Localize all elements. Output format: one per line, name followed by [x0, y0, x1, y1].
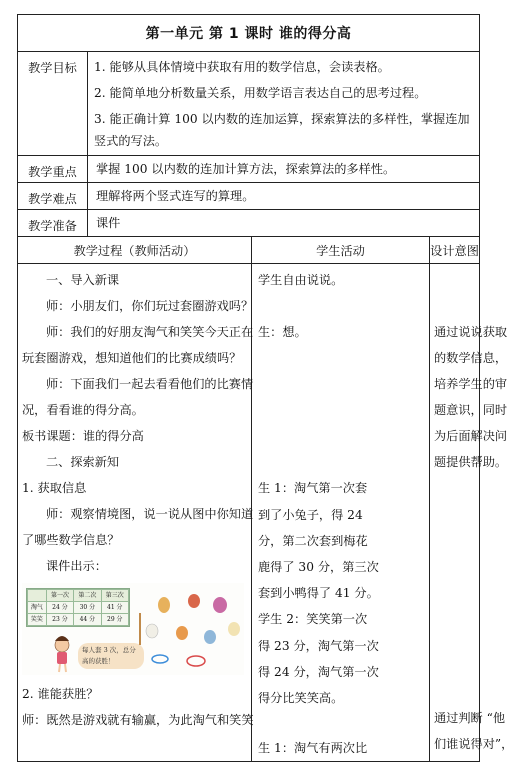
design-line: 题提供帮助。 [434, 455, 508, 469]
score-header-cell [28, 590, 47, 602]
score-header-cell: 第一次 [46, 590, 73, 602]
ring-toss-illustration [22, 583, 244, 675]
lesson-plan-table [17, 14, 513, 762]
student-line: 鹿得了 30 分，第三次 [258, 560, 379, 575]
preparation-text: 课件 [88, 210, 480, 237]
process-line: 况，看看谁的得分高。 [22, 403, 144, 417]
preparation-label: 教学准备 [18, 210, 88, 237]
child-figure [55, 636, 69, 672]
key-point-text: 掌握 100 以内数的连加计算方法，探索算法的多样性。 [88, 156, 480, 183]
student-line: 得分比笑笑高。 [258, 691, 344, 706]
lesson-plan-page [17, 14, 513, 756]
process-line: 一、导入新课 [46, 273, 120, 287]
student-line: 套到小鸭得了 41 分。 [258, 586, 379, 601]
objectives-label: 教学目标 [18, 52, 88, 156]
difficulty-text: 理解将两个竖式连写的算理。 [88, 183, 480, 210]
score-cell: 41 分 [101, 602, 128, 614]
student-line: 到了小兔子，得 24 [258, 507, 363, 522]
student-line: 得 23 分，淘气第一次 [258, 638, 379, 653]
objective-2: 2. 能简单地分析数量关系，用数学语言表达自己的思考过程。 [94, 86, 427, 100]
objective-1: 1. 能够从具体情境中获取有用的数学信息，会读表格。 [94, 60, 390, 74]
difficulty-label: 教学难点 [18, 183, 88, 210]
objective-3: 3. 能正确计算 100 以内数的连加运算，探索算法的多样性，掌握连加 [94, 112, 470, 126]
ring-toys [140, 594, 240, 666]
design-line: 题意识，同时 [434, 403, 508, 417]
student-column-header: 学生活动 [252, 237, 430, 264]
design-line: 的数学信息， [434, 351, 508, 365]
score-board [26, 588, 130, 627]
score-cell: 30 分 [74, 602, 101, 614]
student-line: 生 1：淘气第一次套 [258, 481, 368, 496]
process-line: 师：观察情境图，说一说从图中你知道 [46, 507, 254, 521]
design-line: 通过判断 “他 [434, 711, 506, 725]
process-line: 玩套圈游戏，想知道他们的比赛成绩吗？ [22, 351, 242, 365]
process-line: 师：小朋友们，你们玩过套圈游戏吗？ [46, 299, 254, 313]
process-line: 二、探索新知 [46, 455, 120, 469]
score-cell: 44 分 [74, 614, 101, 626]
process-line: 课件出示： [46, 559, 107, 573]
student-line: 生 1：淘气有两次比 [258, 741, 368, 756]
process-line: 2. 谁能获胜？ [22, 687, 99, 701]
process-line: 了哪些数学信息？ [22, 533, 120, 547]
score-cell: 29 分 [101, 614, 128, 626]
objectives-cell [88, 52, 480, 156]
student-line: 学生 2：笑笑第一次 [258, 612, 368, 627]
student-line: 学生自由说说。 [258, 273, 344, 287]
lesson-title: 第一单元 第 1 课时 谁的得分高 [18, 15, 480, 52]
process-line: 师：既然是游戏就有输赢，为此淘气和笑笑 [22, 713, 254, 727]
student-line: 分，第二次套到梅花 [258, 533, 368, 548]
design-line: 通过说说获取 [434, 325, 508, 339]
process-line: 1. 获取信息 [22, 481, 87, 495]
design-intent-cell [430, 264, 513, 762]
score-cell: 24 分 [46, 602, 73, 614]
student-activity-cell [252, 264, 430, 762]
student-line: 得 24 分，淘气第一次 [258, 664, 379, 679]
score-header-cell: 第二次 [74, 590, 101, 602]
design-column-header: 设计意图 [430, 237, 480, 264]
key-point-label: 教学重点 [18, 156, 88, 183]
process-line: 师：我们的好朋友淘气和笑笑今天正在 [46, 325, 254, 339]
score-header-cell: 第三次 [101, 590, 128, 602]
design-line: 为后面解决问 [434, 429, 508, 443]
score-cell: 笑笑 [28, 614, 47, 626]
process-column-header: 教学过程（教师活动） [18, 237, 252, 264]
design-line: 们谁说得对”， [434, 737, 513, 751]
teacher-activity-cell [18, 264, 252, 762]
score-cell: 23 分 [46, 614, 73, 626]
speech-bubble: 每人套 3 次，总分高的获胜！ [78, 643, 144, 669]
objective-3-cont: 竖式的写法。 [94, 134, 168, 148]
process-line: 师：下面我们一起去看看他们的比赛情 [46, 377, 254, 391]
design-line: 培养学生的审 [434, 377, 508, 391]
process-line: 板书课题：谁的得分高 [22, 429, 144, 443]
score-table [27, 589, 129, 626]
student-line: 生：想。 [258, 325, 307, 340]
score-cell: 淘气 [28, 602, 47, 614]
